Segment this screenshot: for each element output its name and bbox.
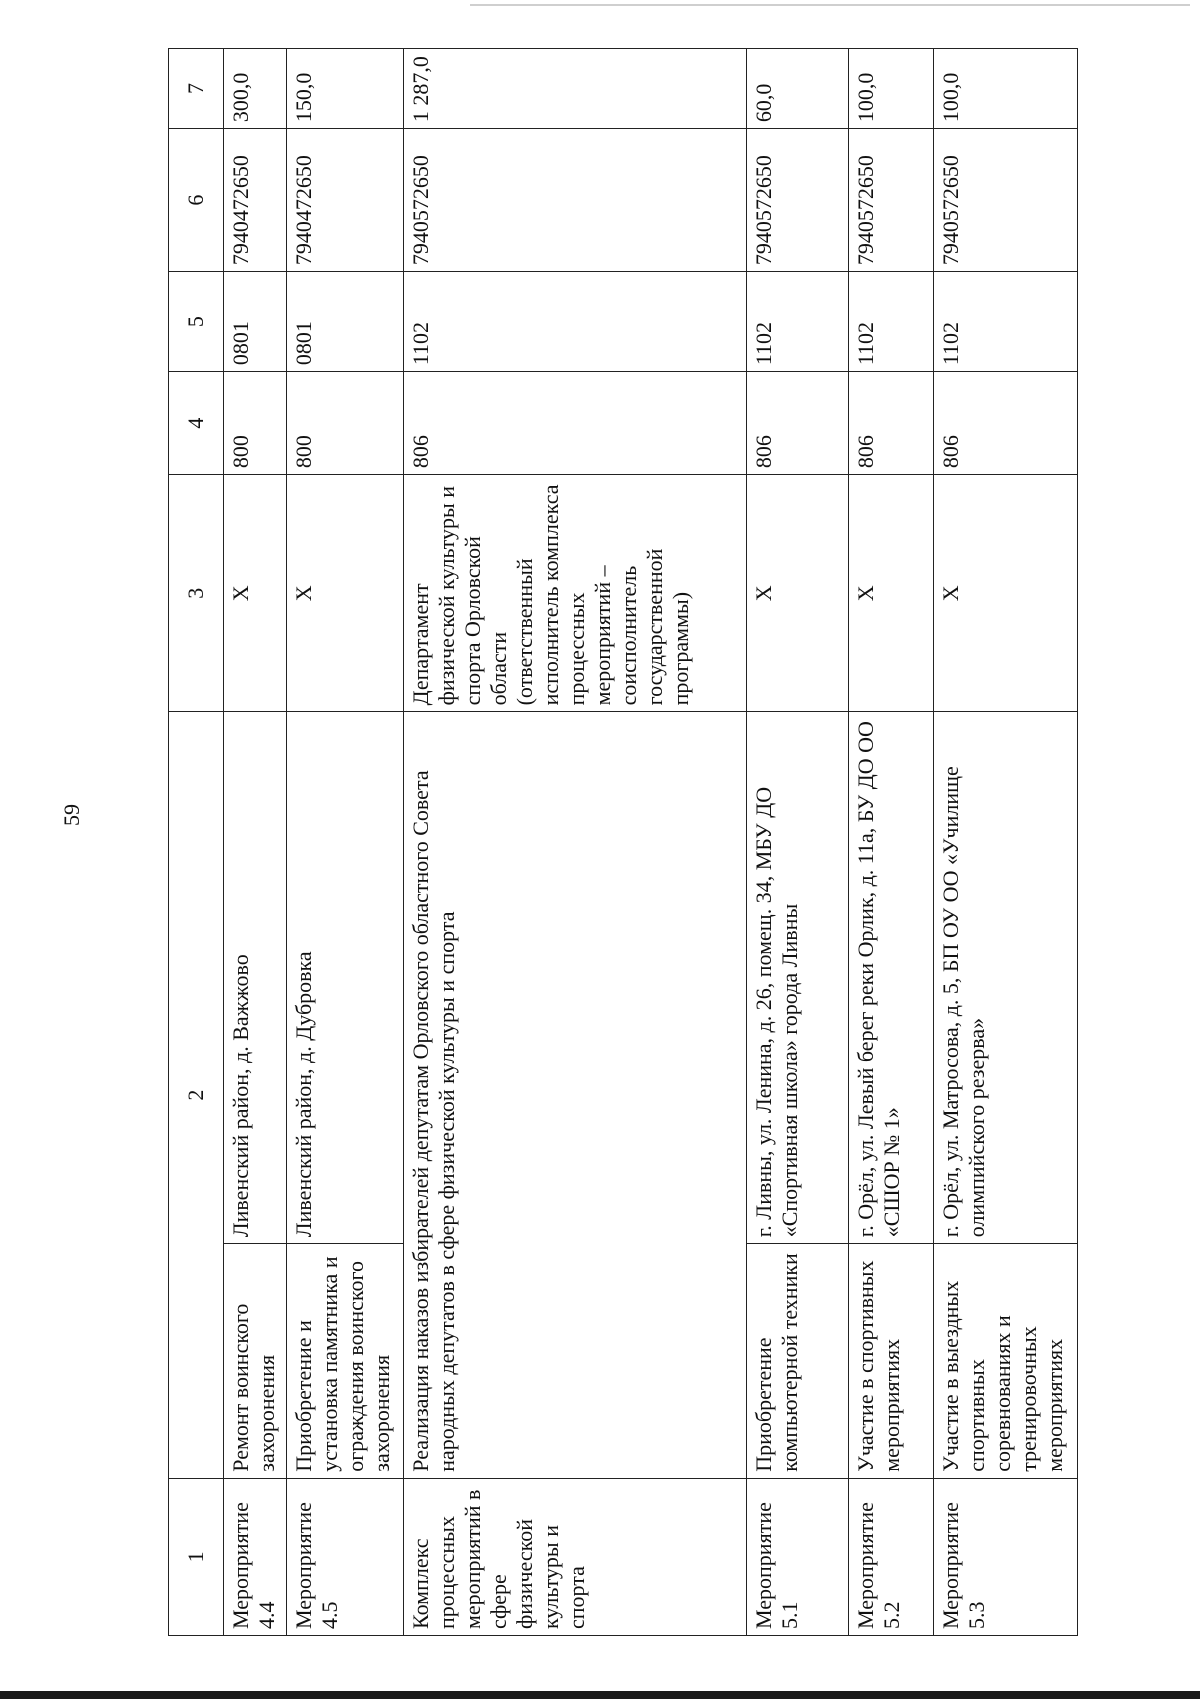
header-row [169, 49, 224, 1636]
code-6: 7940572650 [933, 129, 1077, 272]
event-location: г. Ливны, ул. Ленина, д. 26, помещ. 34, МБУ ДО «Спортивная школа» города Ливны [747, 712, 849, 1244]
event-id: Мероприятие 5.1 [747, 1478, 849, 1635]
responsible-executor: Департамент физической культуры и спорта Орловской области (ответственный исполнитель комплекса процессных мероприятий – соисполнитель государственной программы) [404, 475, 747, 712]
amount: 60,0 [747, 49, 849, 129]
table-row [933, 49, 1077, 1636]
amount: 1 287,0 [404, 49, 747, 129]
code-5: 1102 [747, 272, 849, 372]
code-6: 7940472650 [287, 129, 404, 272]
executor: X [747, 475, 849, 712]
amount: 150,0 [287, 49, 404, 129]
header-col-7: 7 [169, 49, 224, 129]
amount: 100,0 [933, 49, 1077, 129]
header-col-4: 4 [169, 372, 224, 475]
table-row [404, 49, 747, 1636]
executor: X [287, 475, 404, 712]
page-number: 59 [59, 804, 84, 826]
event-title: Приобретение компьютерной техники [747, 1244, 849, 1478]
amount: 300,0 [224, 49, 287, 129]
executor: X [848, 475, 933, 712]
event-id: Мероприятие 4.5 [287, 1478, 404, 1635]
code-6: 7940572650 [404, 129, 747, 272]
amount: 100,0 [848, 49, 933, 129]
code-5: 0801 [287, 272, 404, 372]
code-5: 0801 [224, 272, 287, 372]
code-6: 7940572650 [747, 129, 849, 272]
code-4: 806 [747, 372, 849, 475]
event-location: г. Орёл, ул. Левый берег реки Орлик, д. 11а, БУ ДО ОО «СШОР № 1» [848, 712, 933, 1244]
event-title: Участие в выездных спортивных соревнованиях и тренировочных мероприятиях [933, 1244, 1077, 1478]
table-row [848, 49, 933, 1636]
complex-title: Комплекс процессных мероприятий в сфере физической культуры и спорта [404, 1478, 747, 1635]
header-col-5: 5 [169, 272, 224, 372]
header-col-6: 6 [169, 129, 224, 272]
table-row [747, 49, 849, 1636]
code-4: 800 [287, 372, 404, 475]
code-4: 806 [404, 372, 747, 475]
event-location: г. Орёл, ул. Матросова, д. 5, БП ОУ ОО «Училище олимпийского резерва» [933, 712, 1077, 1244]
complex-description: Реализация наказов избирателей депутатам Орловского областного Совета народных депутатов в сфере физической культуры и спорта [404, 712, 747, 1478]
header-col-2: 2 [169, 712, 224, 1478]
event-title: Ремонт воинского захоронения [224, 1244, 287, 1478]
document-table [168, 48, 1078, 1636]
event-location: Ливенский район, д. Важжово [224, 712, 287, 1244]
executor: X [224, 475, 287, 712]
event-title: Участие в спортивных мероприятиях [848, 1244, 933, 1478]
scan-bottom-edge [0, 1691, 1200, 1699]
code-4: 806 [933, 372, 1077, 475]
code-6: 7940472650 [224, 129, 287, 272]
event-title: Приобретение и установка памятника и ограждения воинского захоронения [287, 1244, 404, 1478]
code-5: 1102 [848, 272, 933, 372]
header-col-1: 1 [169, 1478, 224, 1635]
scan-edge-line [470, 4, 1190, 6]
event-location: Ливенский район, д. Дубровка [287, 712, 404, 1244]
code-4: 800 [224, 372, 287, 475]
event-id: Мероприятие 5.3 [933, 1478, 1077, 1635]
code-5: 1102 [933, 272, 1077, 372]
code-6: 7940572650 [848, 129, 933, 272]
code-5: 1102 [404, 272, 747, 372]
event-id: Мероприятие 5.2 [848, 1478, 933, 1635]
table-row [287, 49, 404, 1636]
code-4: 806 [848, 372, 933, 475]
executor: X [933, 475, 1077, 712]
rotated-table-container [168, 48, 1078, 1636]
table-row [224, 49, 287, 1636]
header-col-3: 3 [169, 475, 224, 712]
event-id: Мероприятие 4.4 [224, 1478, 287, 1635]
